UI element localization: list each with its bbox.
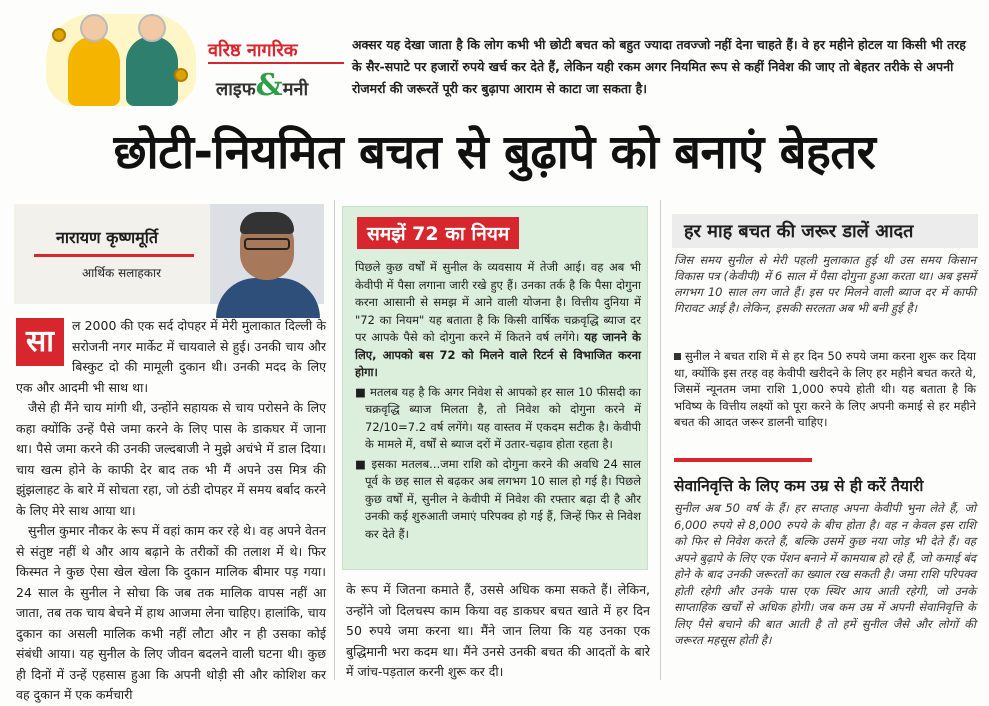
author-box: [14, 204, 324, 304]
elderly-man-figure: [126, 36, 178, 106]
author-divider: [34, 254, 194, 257]
author-role: आर्थिक सलाहकार: [82, 266, 162, 280]
section-title-retirement: सेवानिवृत्ति के लिए कम उम्र से ही करें तैयारी: [674, 477, 924, 495]
section-body-retirement: सुनील अब 50 वर्ष के हैं। हर सप्ताह अपना केवीपी भुना लेते हैं, जो 6,000 रुपये से 8,000 रुपये के बीच होता है। वह न केवल इस राशि को फिर से निवेश करते हैं, बल्कि उसमें कुछ नया जोड़ भी देते हैं। वह अपने बुढ़ापे के लिए एक पेंशन बनाने में कामयाब हो रहे हैं, जो कमाई बंद होने के बाद उनकी जरूरतों का ख्याल रख सकती है। जमा राशि परिपक्व होती रहेगी और उनके पास एक स्थिर आय आती रहेगी, जो उनके साप्ताहिक खर्चों से अधिक होगी। जब कम उम्र में अपनी सेवानिवृत्ति के लिए पैसे बचाने की बात आती है तो हमें सुनील जैसे और लोगों की जरूरत महसूस होती है।: [674, 501, 976, 647]
column-name-line1: वरिष्ठ नागरिक: [208, 40, 298, 61]
middle-column-continuation: के रूप में जितना कमाते हैं, उससे अधिक कमा सकते हैं। लेकिन, उन्होंने जो दिलचस्प काम किया वह डाकघर बचत खाते में हर दिन 50 रुपये जमा करना था। मैंने जान लिया कि यह उनका एक बुद्धिमानी भरा कदम था। मैंने उनसे उनकी बचत की आदतों के बारे में जांच-पड़ताल करनी शुरू कर दी।: [346, 582, 650, 679]
section-intro-italic: जिस समय सुनील से मेरी पहली मुलाकात हुई थी उस समय किसान विकास पत्र (केवीपी) में 6 साल में पैसा दोगुना हुआ करता था। अब इसमें लगभग 10 साल लग जाते हैं। इस पर मिलने वाली ब्याज दर में काफी गिरावट आई है। लेकिन, इसकी सरलता अब भी बनी हुई है।: [674, 253, 976, 315]
column-logo: [10, 6, 340, 106]
column-divider: [334, 200, 335, 680]
column-name-line2: लाइफ&मनी: [216, 68, 309, 103]
article-paragraph: सुनील कुमार नौकर के रूप में वहां काम कर रहे थे। वह अपने वेतन से संतुष्ट नहीं थे और आय बढ़ाने के तरीकों की तलाश में थे। फिर किस्मत ने कुछ ऐसा खेल खेला कि दुकान मालिक बीमार पड़ गया। 24 साल के सुनील ने सोचा कि जब तक मालिक वापस नहीं आ जाता, तब तक चाय बेचने में हाथ आजमा लेना चाहिए। हालांकि, चाय दुकान का असली मालिक कभी नहीं लौटा और न ही उसका कोई संबंधी आया। यह सुनील के लिए जीवन बदलने वाली घटना थी। कुछ ही दिनों में उन्हें एहसास हुआ कि अपनी थोड़ी सी और कोशिश कर वह दुकान में एक कर्मचारी: [16, 523, 326, 702]
coin-icon: [174, 68, 188, 82]
page-headline: छोटी-नियमित बचत से बुढ़ापे को बनाएं बेहतर: [113, 125, 876, 180]
article-paragraph: ल 2000 की एक सर्द दोपहर में मेरी मुलाकात दिल्ली के सरोजनी नगर मार्केट में चायवाले से हुई। उनकी चाय और बिस्कुट दो की मामूली दुकान थी। उनकी मदद के लिए एक और आदमी भी साथ था।: [16, 318, 326, 395]
section-divider: [674, 458, 812, 462]
intro-paragraph: अक्सर यह देखा जाता है कि लोग कभी भी छोटी बचत को बहुत ज्यादा तवज्जो नहीं देना चाहते हैं। वे हर महीने होटल या किसी भी तरह के सैर-सपाटे पर हजारों रुपये खर्च कर देते हैं, लेकिन यही रकम अगर नियमित रूप से कहीं निवेश की जाए तो बेहतर तरीके से अपनी रोजमर्रा की जरूरतें पूरी कर बुढ़ापा आराम से काटा जा सकता है।: [352, 37, 966, 96]
section-bullet: सुनील ने बचत राशि में से हर दिन 50 रुपये जमा करना शुरू कर दिया था, क्योंकि इस तरह वह केवीपी खरीदने के लिए हर महीने बचत करते थे, जिसमें न्यूनतम जमा राशि 1,000 रुपये होती थी। यह बताता है कि भविष्य के वित्तीय लक्ष्यों को पूरा करने के लिए अपनी कमाई से हर महीने बचत की आदत जरूर डालनी चाहिए।: [674, 349, 976, 429]
bullet-icon: [674, 353, 681, 360]
drop-cap: सा: [16, 318, 64, 366]
article-paragraph: जैसे ही मैंने चाय मांगी थी, उन्होंने सहायक से चाय परोसने के लिए कहा क्योंकि उन्हें पैसे जमा करने के लिए पास के डाकघर में जाना था। पैसे जमा करने की उनकी जल्दबाजी ने मुझे अचंभे में डाल दिया। चाय खत्म होने के काफी देर बाद तक भी मैं अपने उस मित्र की झुंझलाहट के बारे में सोचता रहा, जो ठंडी दोपहर में समय बर्बाद करने के लिए मेरे साथ आया था।: [16, 400, 326, 518]
author-name: नारायण कृष्णमूर्ति: [56, 228, 158, 247]
author-portrait: [210, 204, 324, 304]
coin-icon: [52, 28, 66, 42]
box-bullet: ■ इसका मतलब...जमा राशि को दोगुना करने की अवधि 24 साल पूर्व के छह साल से बढ़कर अब लगभग 10 साल हो गई है। पिछले कुछ वर्षों में, सुनील ने केवीपी में निवेश की रफ्तार बढ़ा दी है और उनकी कई शुरुआती जमाएं परिपक्व हो गई हैं, जिन्हें फिर से निवेश कर देते हैं।: [355, 456, 641, 541]
box-paragraph: पिछले कुछ वर्षों में सुनील के व्यवसाय में तेजी आई। वह अब भी केवीपी में पैसा लगाना जारी रखे हुए हैं। उनका तर्क है कि पैसा दोगुना करना आसानी से समझ में आने वाली योजना है। वित्तीय दुनिया में "72 का नियम" यह बताता है कि किसी वार्षिक चक्रवृद्धि ब्याज दर पर आपके पैसे को दोगुना करने में कितने वर्ष लगेंगे। यह जानने के लिए, आपको बस 72 को मिलने वाले रिटर्न से विभाजित करना होगा।: [355, 260, 641, 379]
section-title-monthly-saving: हर माह बचत की जरूर डालें आदत: [672, 214, 978, 248]
senior-couple-illustration: [46, 14, 196, 106]
box-bullet: ■ मतलब यह है कि अगर निवेश से आपको हर साल 10 फीसदी का चक्रवृद्धि ब्याज मिलता है, तो निवेश को दोगुना करने में 72/10=7.2 वर्ष लगेंगे। यह वास्तव में एकदम सटीक है। केवीपी के मामले में, वर्षों से ब्याज दरों में उतार-चढ़ाव होता रहता है।: [355, 384, 641, 451]
elderly-woman-figure: [68, 36, 120, 106]
left-column-article: [16, 316, 326, 706]
rule-of-72-box: [342, 206, 648, 570]
column-divider: [660, 200, 661, 680]
rule-of-72-title: समझें 72 का नियम: [357, 217, 519, 249]
rule-of-72-body: [355, 259, 641, 545]
column-name-divider: [208, 62, 344, 64]
